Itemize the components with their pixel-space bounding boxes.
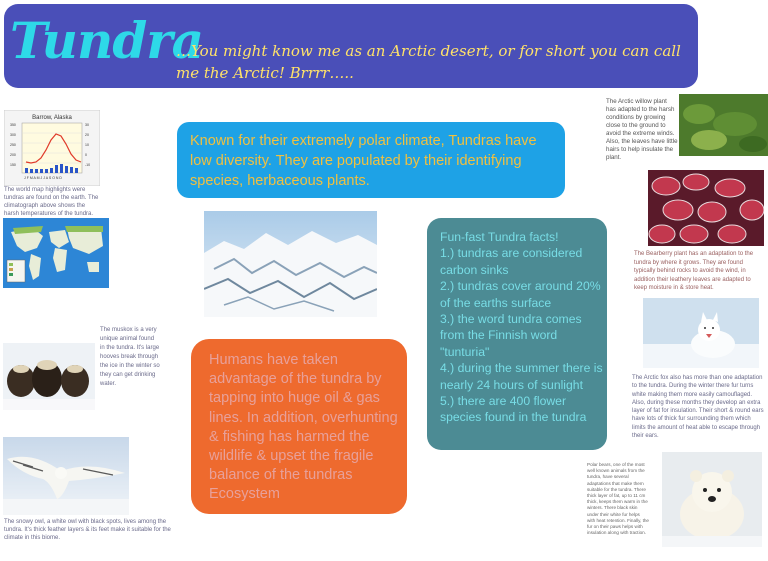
arctic-fox-caption: The Arctic fox also has more than one adaptation to the tundra. During the winter there fur turns white making them more easily camouflaged. Also, during these months they develop an extra layer of fat for insulation. Their short & round ears have lots of thick fur surrounding them which limits the amount of heat able to escape through their ears. <box>632 375 764 440</box>
muskox-caption: The muskox is a very unique animal found in the tundra. It's large hooves break through the ice in the winter so they can get drinking water. <box>100 327 160 387</box>
svg-text:-10: -10 <box>85 163 91 167</box>
humans-impact-text: Humans have taken advantage of the tundra by tapping into huge oil & gas lines. In addition, overhunting & fishing has harmed the wildlife & upset the fragile balance of the tundras Ecosystem <box>209 352 398 503</box>
polar-bear-image <box>662 452 762 547</box>
arctic-fox-image <box>643 298 759 368</box>
svg-text:0: 0 <box>85 153 87 157</box>
polar-bear-caption: Polar bears, one of the most well known animals from the tundra, have several adaptations that make them suitable for the tundra. There thick layer of fat, up to 11 cm thick, keeps them warm in the winters. There black skin under their white fur helps with heat retention. Finally, the fur on their paws helps with insulation along with traction. <box>587 462 649 536</box>
svg-text:300: 300 <box>10 133 16 137</box>
bearberry-image <box>648 170 764 246</box>
tundra-landscape-image <box>204 211 377 317</box>
svg-text:J F M A M J J A S O N D: J F M A M J J A S O N D <box>24 176 62 180</box>
world-map-image <box>3 218 109 288</box>
svg-text:200: 200 <box>10 153 16 157</box>
svg-text:250: 250 <box>10 143 16 147</box>
intro-text: Known for their extremely polar climate, Tundras have low diversity. They are populated by their identifying species, herbaceous plants. <box>190 133 537 189</box>
page-subtitle: …You might know me as an Arctic desert, or for short you can call me the Arctic! Brrrr….. <box>176 42 681 82</box>
climograph-image <box>4 110 100 186</box>
arctic-willow-caption: The Arctic willow plant has adapted to the harsh conditions by growing close to the ground to avoid the extreme winds. Also, the leaves have little hairs to help insulate the plant. <box>606 98 678 161</box>
snowy-owl-caption: The snowy owl, a white owl with black spots, lives among the tundra. It's thick feather layers & its feet make it suitable for the climate in this biome. <box>4 519 171 541</box>
svg-text:350: 350 <box>10 123 16 127</box>
arctic-willow-image <box>679 94 768 156</box>
svg-text:30: 30 <box>85 123 89 127</box>
bearberry-caption: The Bearberry plant has an adaptation to the tundra by where it grows. They are found typically behind rocks to avoid the wind, in addition their leathery leaves are adapted to keep moisture in & store heat. <box>634 251 754 292</box>
snowy-owl-image <box>3 437 129 515</box>
svg-text:10: 10 <box>85 143 89 147</box>
muskox-image <box>3 343 95 410</box>
svg-text:20: 20 <box>85 133 89 137</box>
svg-text:150: 150 <box>10 163 16 167</box>
climograph-caption: The world map highlights were tundras are found on the earth. The climatograph above shows the harsh temperatures of the tundra. <box>4 187 99 217</box>
facts-text: Fun-fast Tundra facts! 1.) tundras are considered carbon sinks 2.) tundras cover around 20% of the earths surface 3.) the word tundra comes from the Finnish word "tunturia" 4.) during the summer there is nearly 24 hours of sunlight 5.) there are 400 flower species found in the tundra <box>440 230 603 425</box>
page-title: Tundra <box>10 11 204 70</box>
climograph-title: Barrow, Alaska <box>32 115 72 121</box>
